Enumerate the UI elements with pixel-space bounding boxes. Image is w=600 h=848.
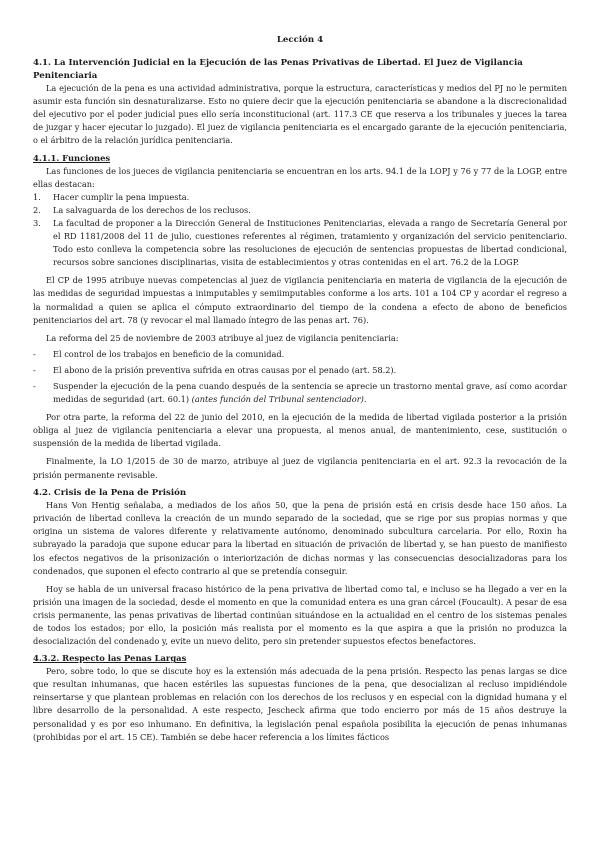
list-marker: 2. — [33, 204, 41, 215]
list-item — [33, 380, 567, 406]
list-item-text: El control de los trabajos en beneficio de la comunidad. — [53, 348, 285, 359]
list-item — [33, 217, 567, 269]
section-heading-4-2: 4.2. Crisis de la Pena de Prisión — [33, 487, 187, 498]
list-item-text: Hacer cumplir la pena impuesta. — [53, 191, 190, 202]
list-item-text: La facultad de proponer a la Dirección General de Instituciones Penitenciarias, elevada a rango de Secretaría General por el RD 1181/2008 del 11 de julio, cuestiones referentes al régimen, tratamiento y organización del servicio penitenciario. Todo esto conlleva la competencia sobre las resoluciones de ejecución de sentencias propuestas de libertad condicional, recursos sobre sanciones disciplinarias, visita de establecimientos y otras contenidas en el art. 76.2 de la LOGP. — [53, 217, 567, 268]
paragraph-ejecucion-pena: La ejecución de la pena es una actividad administrativa, porque la estructura, características y medios del PJ no le permiten asumir esta función sin desnaturalizarse. Esto no quiere decir que la ejecución penitenciaria se abandone a la discrecionalidad del ejecutivo por el poder judicial pues ello sería inconstitucional (art. 117.3 CE que reserva a los tribunales y jueces la tarea de juzgar y hacer ejecutar lo juzgado). El juez de vigilancia penitenciaria es el encargado garante de la ejecución penitenciaria, o el árbitro de la relación jurídica penitenciaria. — [33, 83, 567, 146]
paragraph-cp-1995: El CP de 1995 atribuye nuevas competencias al juez de vigilancia penitenciaria en materia de vigilancia de la ejecución de las medidas de seguridad impuestas a inimputables y semiimputables conforme a los arts. 101 a 104 CP y acordar el regreso a la normalidad a quien se aplica el cómputo extraordinario del tiempo de la condena a efecto de abono de beneficios penitenciarios del art. 78 (y revocar el mal llamado íntegro de las penas art. 76). — [33, 275, 567, 325]
section-heading-4-1: 4.1. La Intervención Judicial en la Ejecución de las Penas Privativas de Libertad. El Juez de Vigilancia Penitenciaria — [33, 58, 523, 81]
paragraph-reforma-2010: Por otra parte, la reforma del 22 de junio del 2010, en la ejecución de la medida de libertad vigilada posterior a la prisión obliga al juez de vigilancia penitenciaria a elevar una propuesta, al menos anual, de mantenimiento, cese, sustitución o suspensión de la medida de libertad vigilada. — [33, 412, 567, 449]
paragraph-lo-2015: Finalmente, la LO 1/2015 de 30 de marzo, atribuye al juez de vigilancia penitenciaria en el art. 92.3 la revocación de la prisión permanente revisable. — [33, 456, 567, 480]
paragraph-reforma-2003: La reforma del 25 de noviembre de 2003 atribuye al juez de vigilancia penitenciaria: — [46, 332, 399, 343]
list-item — [33, 191, 567, 204]
list-marker: - — [33, 364, 36, 375]
list-item-text: El abono de la prisión preventiva sufrida en otras causas por el penado (art. 58.2). — [53, 364, 397, 375]
subsection-heading-funciones: 4.1.1. Funciones — [33, 152, 111, 163]
list-item-text: Suspender la ejecución de la pena cuando después de la sentencia se aprecie un trastorno mental grave, así como acordar medidas de seguridad (art. 60.1) — [53, 380, 567, 405]
list-marker: 1. — [33, 191, 41, 202]
lesson-title: Lección 4 — [276, 35, 324, 45]
paragraph-penas-largas: Pero, sobre todo, lo que se discute hoy es la extensión más adecuada de la pena prisión. Respecto las penas largas se dice que resultan inhumanas, que hacen estériles las supuestas funciones de la pena, que desocializan al recluso impidiéndole reinsertarse y que plantean problemas en relación con los derechos de los reclusos y en especial con la dignidad humana y el libre desarrollo de la personalidad. A este respecto, Jescheck afirma que todo encierro por más de 15 años destruye la personalidad y es por eso inhumano. En definitiva, la legislación penal española posibilita la ejecución de penas inhumanas (prohibidas por el art. 15 CE). También se debe hacer referencia a los límites fácticos — [33, 666, 567, 742]
functions-list — [33, 191, 567, 270]
list-marker: - — [33, 380, 36, 391]
list-item — [33, 204, 567, 217]
reforma-2003-list — [33, 348, 567, 406]
paragraph-von-hentig: Hans Von Hentig señalaba, a mediados de los años 50, que la pena de prisión está en crisis desde hace 150 años. La privación de libertad conlleva la creación de un mundo separado de la sociedad, que se rige por sus propias normas y que origina un sistema de valores diferente y relativamente autónomo, denominado subcultura carcelaria. Por ello, Roxin ha subrayado la paradoja que supone educar para la libertad en situación de privación de libertad y, se han puesto de manifiesto los efectos negativos de la prisonización o interiorización de dichas normas y las consecuencias desocializadoras para los condenados, que suponen el efecto contrario al que se pretendía conseguir. — [33, 500, 567, 576]
list-marker: 3. — [33, 217, 41, 228]
list-item — [33, 348, 567, 361]
list-item-italic-note: (antes función del Tribunal sentenciador). — [191, 394, 367, 405]
paragraph-fracaso-historico: Hoy se habla de un universal fracaso histórico de la pena privativa de libertad como tal, e incluso se ha llegado a ver en la prisión una imagen de la sociedad, desde el momento en que la comunidad entera es una gran cárcel (Foucault). A pesar de esa crisis permanente, las penas privativas de libertad continúan situándose en la actualidad en el centro de los sistemas penales de todos los estados; por ello, la posición más realista por el momento es la que aspira a que la prisión no produzca la desocialización del condenado y, evite un nuevo delito, pero sin pretender supuestos efectos benefactores. — [33, 583, 567, 647]
paragraph-funciones-intro: Las funciones de los jueces de vigilancia penitenciaria se encuentran en los arts. 94.1 de la LOPJ y 76 y 77 de la LOGP, entre ellas destacan: — [33, 165, 567, 189]
subsection-heading-penas-largas: 4.3.2. Respecto las Penas Largas — [33, 653, 187, 664]
list-item-text: La salvaguarda de los derechos de los reclusos. — [53, 204, 251, 215]
list-marker: - — [33, 348, 36, 359]
list-item — [33, 364, 567, 377]
